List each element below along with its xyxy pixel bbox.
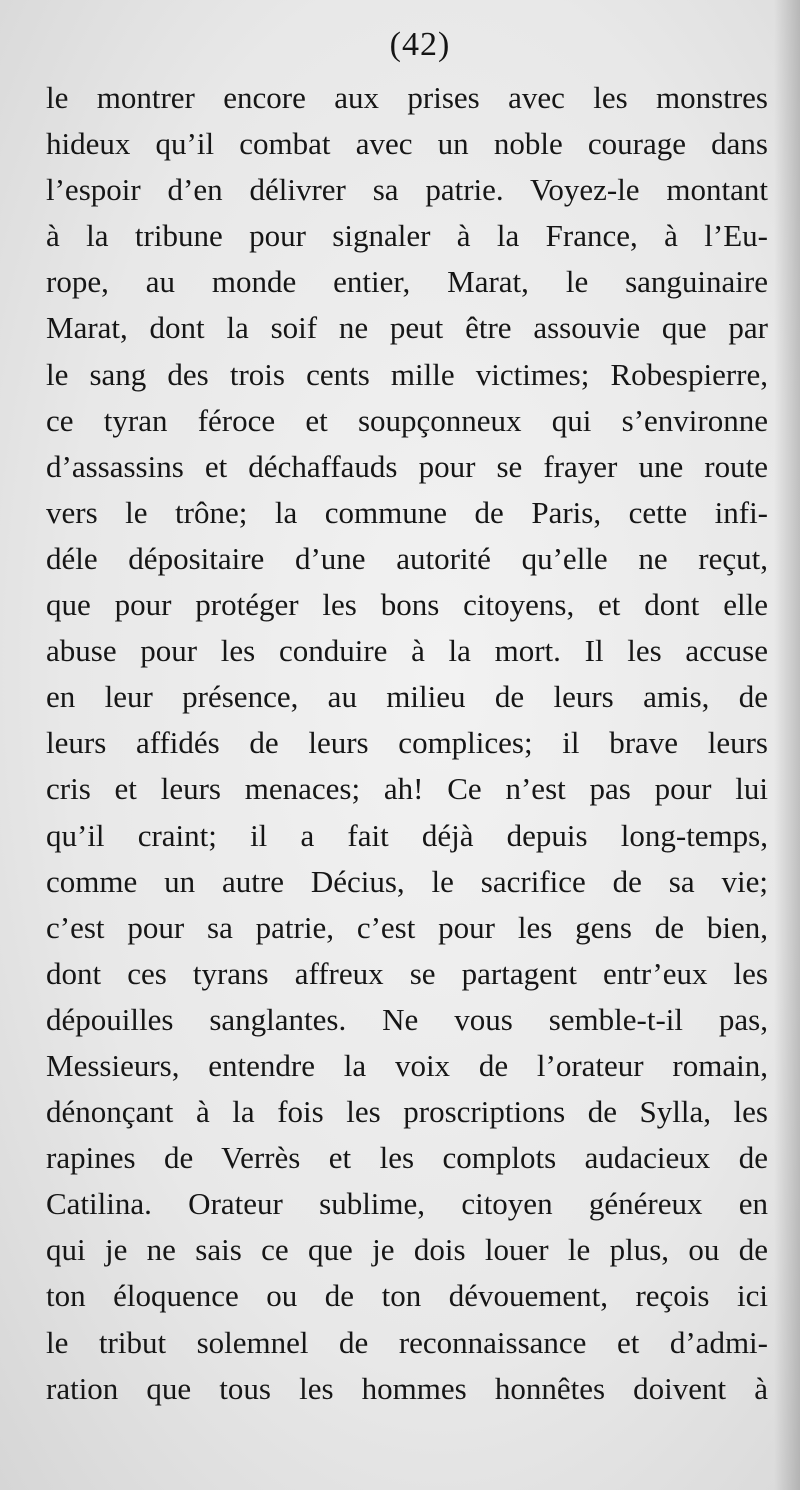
- text-line: abuse pour les conduire à la mort. Il les accuse: [46, 633, 768, 669]
- text-line: dont ces tyrans affreux se partagent entr’eux les: [46, 955, 768, 991]
- text-line: l’espoir d’en délivrer sa patrie. Voyez-le montant: [46, 172, 768, 208]
- text-line: Catilina. Orateur sublime, citoyen généreux en: [46, 1186, 768, 1222]
- text-line: déle dépositaire d’une autorité qu’elle ne reçut,: [46, 540, 768, 576]
- text-line: Marat, dont la soif ne peut être assouvie que par: [46, 310, 768, 346]
- text-line: c’est pour sa patrie, c’est pour les gens de bien,: [46, 909, 768, 945]
- text-line: dépouilles sanglantes. Ne vous semble-t-il pas,: [46, 1001, 768, 1037]
- text-line: que pour protéger les bons citoyens, et dont elle: [46, 587, 768, 623]
- text-line: rope, au monde entier, Marat, le sanguinaire: [46, 264, 768, 300]
- text-line: en leur présence, au milieu de leurs amis, de: [46, 679, 768, 715]
- text-line: qu’il craint; il a fait déjà depuis long-temps,: [46, 817, 768, 853]
- text-line: qui je ne sais ce que je dois louer le plus, ou de: [46, 1232, 768, 1268]
- text-line: cris et leurs menaces; ah! Ce n’est pas pour lui: [46, 771, 768, 807]
- page-edge-shadow: [774, 0, 800, 1490]
- text-line: ton éloquence ou de ton dévouement, reçois ici: [46, 1278, 768, 1314]
- text-line: hideux qu’il combat avec un noble courage dans: [46, 126, 768, 162]
- text-line: ration que tous les hommes honnêtes doivent à: [46, 1370, 768, 1406]
- text-line: à la tribune pour signaler à la France, à l’Eu-: [46, 218, 768, 254]
- text-line: le sang des trois cents mille victimes; Robespierre,: [46, 356, 768, 392]
- text-line: vers le trône; la commune de Paris, cette infi-: [46, 494, 768, 530]
- text-line: le montrer encore aux prises avec les monstres: [46, 80, 768, 115]
- text-line: Messieurs, entendre la voix de l’orateur romain,: [46, 1047, 768, 1083]
- text-line: ce tyran féroce et soupçonneux qui s’environne: [46, 402, 768, 438]
- text-line: leurs affidés de leurs complices; il brave leurs: [46, 725, 768, 761]
- text-line: d’assassins et déchaffauds pour se frayer une route: [46, 448, 768, 484]
- text-line: rapines de Verrès et les complots audacieux de: [46, 1140, 768, 1176]
- text-line: dénonçant à la fois les proscriptions de Sylla, les: [46, 1094, 768, 1130]
- page-number: (42): [389, 26, 451, 63]
- body-text: [46, 75, 768, 1412]
- text-line: comme un autre Décius, le sacrifice de sa vie;: [46, 863, 768, 899]
- text-line: le tribut solemnel de reconnaissance et d’admi-: [46, 1324, 768, 1360]
